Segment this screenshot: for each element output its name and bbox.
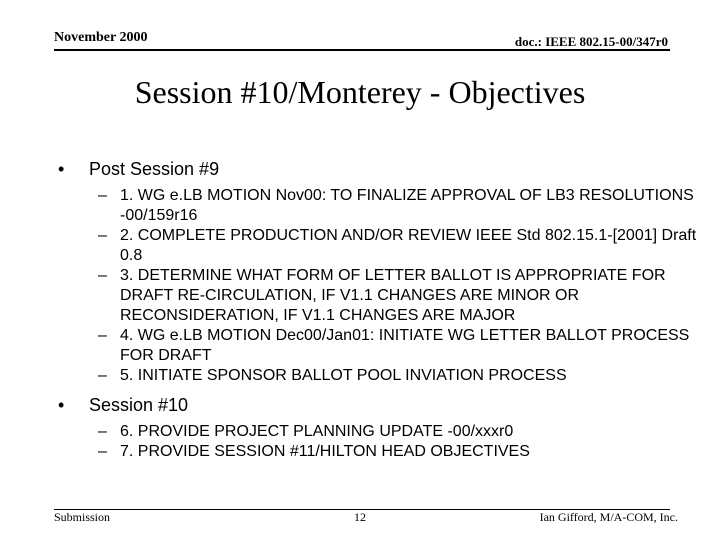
- dash-mark: –: [98, 267, 107, 284]
- sub-bullet-text: 4. WG e.LB MOTION Dec00/Jan01: INITIATE WG LETTER BALLOT PROCESS FOR DRAFT: [120, 327, 690, 364]
- sub-bullet-item: [58, 442, 698, 462]
- sub-bullet-text: 2. COMPLETE PRODUCTION AND/OR REVIEW IEEE Std 802.15.1-[2001] Draft 0.8: [120, 227, 697, 264]
- dash-mark: –: [98, 367, 107, 384]
- sub-bullet-text: 3. DETERMINE WHAT FORM OF LETTER BALLOT IS APPROPRIATE FOR DRAFT RE-CIRCULATION, IF V1.1 CHANGES ARE MINOR OR RECONSIDERATION, IF V1.1 CHANGES ARE MAJOR: [120, 267, 666, 324]
- bullet-mark: •: [58, 395, 65, 415]
- bullet-text: Post Session #9: [89, 159, 220, 179]
- sub-bullet-text: 5. INITIATE SPONSOR BALLOT POOL INVIATION PROCESS: [120, 367, 567, 384]
- sub-bullet-item: [58, 422, 698, 442]
- slide-title: Session #10/Monterey - Objectives: [134, 74, 586, 110]
- bullet-item: [58, 394, 698, 416]
- bullet-group-session-10: [58, 394, 698, 462]
- sub-bullet-item: [58, 366, 698, 386]
- footer-page-number: 12: [354, 510, 366, 524]
- header-date: November 2000: [54, 30, 148, 45]
- sub-bullet-text: 7. PROVIDE SESSION #11/HILTON HEAD OBJECTIVES: [120, 443, 530, 460]
- header-doc-id: doc.: IEEE 802.15-00/347r0: [514, 34, 668, 49]
- dash-mark: –: [98, 327, 107, 344]
- bullet-mark: •: [58, 159, 65, 179]
- footer-submission: Submission: [54, 510, 111, 524]
- bullet-item: [58, 158, 698, 180]
- sub-bullet-text: 1. WG e.LB MOTION Nov00: TO FINALIZE APPROVAL OF LB3 RESOLUTIONS -00/159r16: [120, 187, 694, 224]
- slide-body: [58, 158, 698, 470]
- sub-bullet-item: [58, 226, 698, 266]
- sub-bullet-item: [58, 266, 698, 326]
- bullet-group-post-session-9: [58, 158, 698, 386]
- footer-author: Ian Gifford, M/A-COM, Inc.: [539, 510, 678, 524]
- dash-mark: –: [98, 187, 107, 204]
- dash-mark: –: [98, 227, 107, 244]
- sub-bullet-item: [58, 326, 698, 366]
- dash-mark: –: [98, 443, 107, 460]
- dash-mark: –: [98, 423, 107, 440]
- sub-bullet-item: [58, 186, 698, 226]
- sub-bullet-text: 6. PROVIDE PROJECT PLANNING UPDATE -00/xxxr0: [120, 423, 514, 440]
- bullet-text: Session #10: [89, 395, 189, 415]
- header-divider: [54, 49, 670, 51]
